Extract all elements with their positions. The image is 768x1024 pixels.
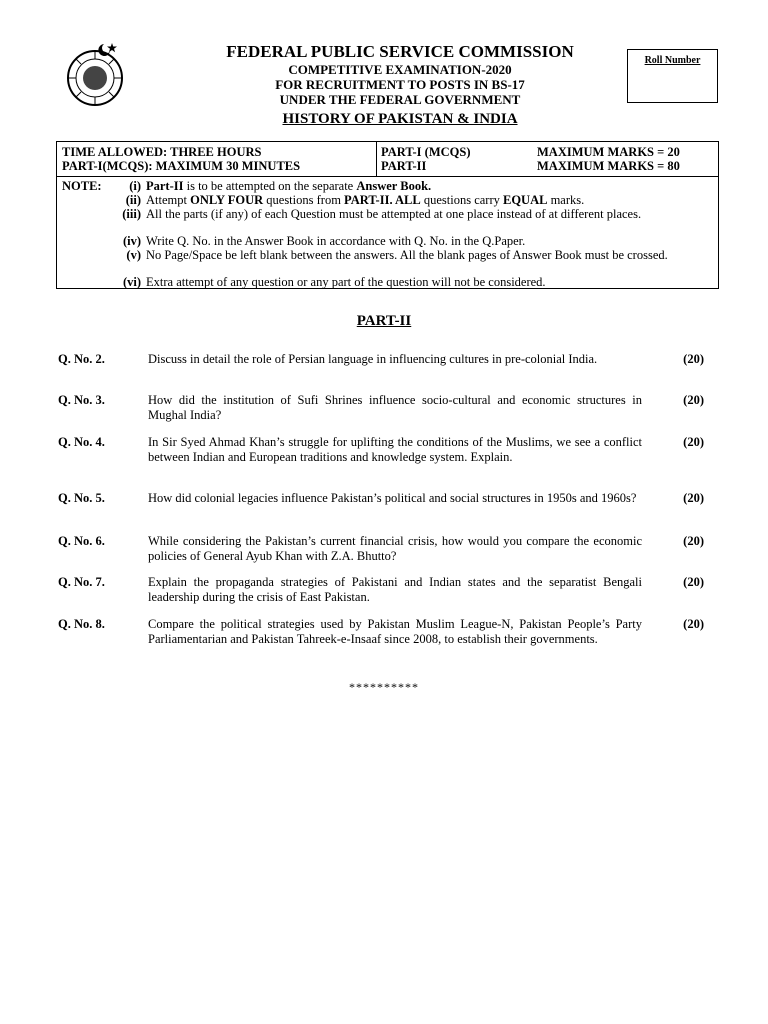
part1-label: PART-I (MCQS) (381, 145, 471, 159)
note-number: (vi) (122, 275, 141, 289)
timing-marks-row (57, 142, 718, 177)
fpsc-seal-logo (60, 40, 130, 110)
part2-label: PART-II (381, 159, 427, 173)
question-marks: (20) (683, 617, 704, 631)
commission-title: FEDERAL PUBLIC SERVICE COMMISSION (226, 42, 574, 61)
part2-marks: MAXIMUM MARKS = 80 (537, 159, 680, 173)
question-number: Q. No. 7. (58, 575, 105, 589)
note-text: Write Q. No. in the Answer Book in accordance with Q. No. in the Q.Paper. (146, 234, 526, 248)
question-number: Q. No. 3. (58, 393, 105, 407)
note-text: No Page/Space be left blank between the answers. All the blank pages of Answer Book must be crossed. (146, 248, 668, 262)
time-allowed: TIME ALLOWED: THREE HOURS (62, 145, 262, 159)
roll-number-box (627, 49, 718, 103)
recruitment-line: FOR RECRUITMENT TO POSTS IN BS-17 (275, 77, 525, 92)
question-text: While considering the Pakistan’s current financial crisis, how would you compare the economic policies of General Ayub Khan with Z.A. Bhutto? (148, 534, 642, 563)
note-text: Extra attempt of any question or any part of the question will not be considered. (146, 275, 546, 289)
question-marks: (20) (683, 534, 704, 548)
part1-marks: MAXIMUM MARKS = 20 (537, 145, 680, 159)
question-text: How did colonial legacies influence Pakistan’s political and social structures in 1950s and 1960s? (148, 491, 637, 505)
exam-title: COMPETITIVE EXAMINATION-2020 (288, 62, 512, 77)
exam-info-table (56, 141, 719, 289)
question-marks: (20) (683, 435, 704, 449)
table-divider (376, 142, 377, 176)
note-text: Attempt ONLY FOUR questions from PART-II. ALL questions carry EQUAL marks. (146, 193, 585, 207)
question-number: Q. No. 4. (58, 435, 105, 449)
question-text: In Sir Syed Ahmad Khan’s struggle for uplifting the conditions of the Muslims, we see a conflict between Indian and European traditions and knowledge system. Explain. (148, 435, 642, 464)
question-text: How did the institution of Sufi Shrines influence socio-cultural and economic structures in Mughal India? (148, 393, 642, 422)
question-number: Q. No. 2. (58, 352, 105, 366)
part1-time: PART-I(MCQS): MAXIMUM 30 MINUTES (62, 159, 301, 173)
note-number: (i) (129, 179, 141, 193)
note-number: (ii) (125, 193, 141, 207)
roll-number-label: Roll Number (644, 55, 701, 66)
question-text: Compare the political strategies used by Pakistan Muslim League-N, Pakistan People’s Party Parliamentarian and Pakistan Tahreek-e-Insaaf since 2008, to establish their governments. (148, 617, 642, 646)
exam-header (180, 42, 620, 128)
subject-title: HISTORY OF PAKISTAN & INDIA (282, 111, 518, 127)
note-text: Part-II is to be attempted on the separate Answer Book. (146, 179, 432, 193)
note-label: NOTE: (62, 179, 102, 193)
question-text: Explain the propaganda strategies of Pakistani and Indian states and the separatist Bengali leadership during the crisis of East Pakistan. (148, 575, 642, 604)
question-marks: (20) (683, 393, 704, 407)
question-text: Discuss in detail the role of Persian language in influencing cultures in pre-colonial India. (148, 352, 598, 366)
question-marks: (20) (683, 352, 704, 366)
question-marks: (20) (683, 491, 704, 505)
note-number: (iv) (122, 234, 141, 248)
question-number: Q. No. 5. (58, 491, 105, 505)
part-title: PART-II (356, 313, 412, 329)
question-number: Q. No. 8. (58, 617, 105, 631)
end-marker: ********** (349, 680, 419, 694)
note-number: (iii) (122, 207, 141, 221)
note-number: (v) (126, 248, 141, 262)
note-text: All the parts (if any) of each Question must be attempted at one place instead of at different places. (146, 207, 642, 221)
question-marks: (20) (683, 575, 704, 589)
question-number: Q. No. 6. (58, 534, 105, 548)
government-line: UNDER THE FEDERAL GOVERNMENT (279, 92, 521, 107)
